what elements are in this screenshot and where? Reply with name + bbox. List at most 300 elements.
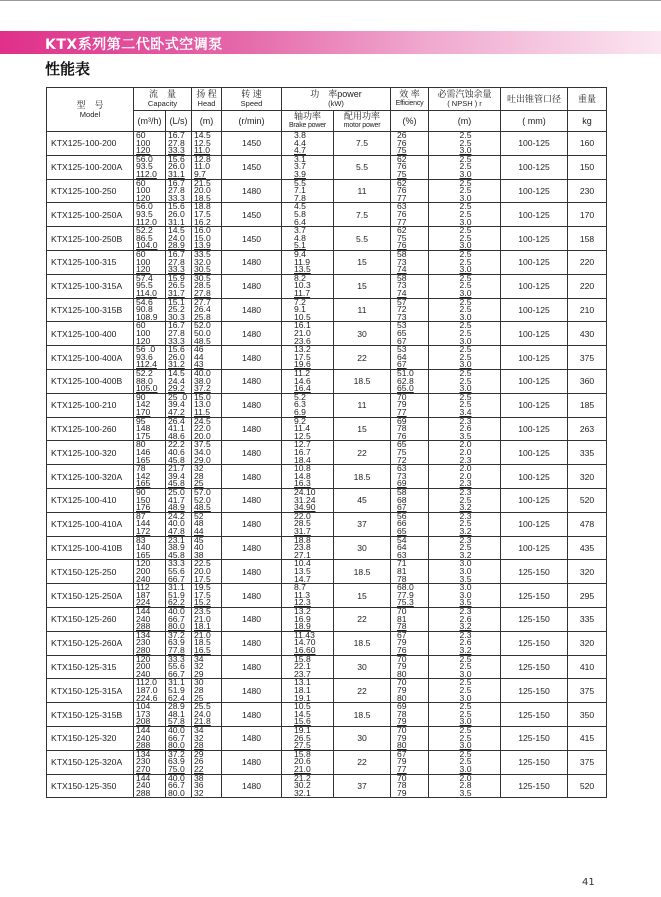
- flow-m3h-cell: [134, 774, 166, 798]
- cell-value: 90: [136, 393, 146, 402]
- motor-power-cell: 11: [334, 179, 391, 203]
- weight-cell: 150: [568, 155, 607, 179]
- npsh-cell: [429, 346, 501, 370]
- cell-value: 32: [194, 464, 204, 474]
- table-row: [47, 607, 607, 631]
- cell-value: 18.8: [194, 202, 211, 212]
- cell-value: 72: [397, 304, 407, 315]
- cell-value: 112.0: [136, 216, 157, 227]
- npsh-cell: [429, 584, 501, 608]
- motor-power-cell: 37: [334, 512, 391, 536]
- cell-value: 2.5: [459, 375, 472, 386]
- cell-value: 14.70: [294, 637, 316, 648]
- efficiency-cell: [391, 512, 429, 536]
- cell-value: 18.5: [194, 192, 211, 203]
- cell-value: 48.1: [168, 708, 185, 719]
- cell-value: 24.4: [168, 375, 185, 386]
- outlet-diameter-cell: 125-150: [501, 655, 568, 679]
- cell-value: 3.0: [459, 589, 472, 600]
- efficiency-cell: [391, 393, 429, 417]
- outlet-diameter-cell: 100-125: [501, 322, 568, 346]
- cell-value: 36: [194, 780, 204, 791]
- model-cell: KTX125-100-250: [47, 179, 134, 203]
- cell-value: 26: [397, 131, 407, 140]
- table-row: [47, 179, 607, 203]
- cell-value: 21.2: [294, 774, 311, 783]
- outlet-diameter-cell: 125-150: [501, 631, 568, 655]
- brake-power-cell: [282, 774, 334, 798]
- cell-value: 90: [136, 488, 146, 497]
- cell-value: 29.2: [168, 383, 185, 394]
- cell-value: 38: [194, 774, 204, 783]
- outlet-diameter-cell: 125-150: [501, 774, 568, 798]
- cell-value: 27.1: [294, 549, 311, 560]
- cell-value: 23.8: [294, 542, 311, 553]
- cell-value: 8.7: [294, 583, 306, 593]
- cell-value: 3.0: [459, 559, 472, 569]
- cell-value: 37.5: [194, 440, 211, 450]
- cell-value: 2.5: [459, 232, 472, 243]
- cell-value: 63.9: [168, 756, 185, 767]
- cell-value: 14.5: [168, 226, 185, 236]
- cell-value: 37.2: [168, 750, 185, 759]
- cell-value: 5.2: [294, 393, 306, 402]
- flow-ls-cell: [166, 726, 192, 750]
- cell-value: 11.0: [194, 161, 211, 172]
- cell-value: 33.3: [168, 559, 185, 569]
- motor-power-cell: 18.5: [334, 703, 391, 727]
- cell-value: 31.7: [168, 287, 185, 298]
- weight-cell: 520: [568, 488, 607, 512]
- cell-value: 76: [397, 240, 407, 251]
- speed-cell: 1450: [222, 132, 282, 156]
- outlet-diameter-cell: 100-125: [501, 227, 568, 251]
- flow-m3h-cell: [134, 417, 166, 441]
- efficiency-cell: [391, 369, 429, 393]
- speed-cell: 1480: [222, 369, 282, 393]
- cell-value: 90.8: [136, 304, 153, 315]
- cell-value: 76: [397, 208, 407, 219]
- cell-value: 19.1: [294, 692, 311, 703]
- model-cell: KTX125-100-400: [47, 322, 134, 346]
- cell-value: 77: [397, 216, 407, 227]
- brake-power-cell: [282, 369, 334, 393]
- cell-value: 2.5: [459, 351, 472, 362]
- cell-value: 63: [397, 202, 407, 212]
- model-cell: KTX150-125-250A: [47, 584, 134, 608]
- cell-value: 114.0: [136, 287, 157, 298]
- cell-value: 32.1: [294, 787, 311, 798]
- cell-value: 120: [136, 145, 151, 156]
- npsh-cell: [429, 679, 501, 703]
- model-cell: KTX125-100-210: [47, 393, 134, 417]
- flow-ls-cell: [166, 655, 192, 679]
- cell-value: 65: [397, 525, 407, 536]
- outlet-diameter-cell: 100-125: [501, 441, 568, 465]
- cell-value: 2.5: [459, 202, 472, 212]
- cell-value: 240: [136, 668, 151, 679]
- cell-value: 64: [397, 542, 407, 553]
- motor-power-cell: 22: [334, 607, 391, 631]
- motor-power-cell: 15: [334, 250, 391, 274]
- speed-cell: 1480: [222, 703, 282, 727]
- cell-value: 25: [194, 478, 204, 489]
- cell-value: 62: [397, 226, 407, 236]
- cell-value: 43: [194, 359, 204, 370]
- speed-cell: 1480: [222, 274, 282, 298]
- head-cell: [192, 369, 222, 393]
- cell-value: 16.7: [168, 250, 185, 259]
- cell-value: 22: [194, 763, 204, 774]
- efficiency-cell: [391, 155, 429, 179]
- cell-value: 46: [194, 345, 204, 355]
- flow-m3h-cell: [134, 203, 166, 227]
- cell-value: 11.4: [294, 423, 311, 434]
- cell-value: 17.5: [294, 351, 311, 362]
- cell-value: 16.7: [168, 131, 185, 140]
- flow-m3h-cell: [134, 179, 166, 203]
- header-head: 扬 程 Head: [192, 88, 222, 111]
- cell-value: 15.0: [194, 393, 211, 402]
- speed-cell: 1480: [222, 441, 282, 465]
- head-cell: [192, 155, 222, 179]
- outlet-diameter-cell: 100-125: [501, 417, 568, 441]
- model-cell: KTX150-125-260A: [47, 631, 134, 655]
- cell-value: 22.0: [294, 512, 311, 521]
- cell-value: 63: [397, 464, 407, 474]
- cell-value: 3.0: [459, 692, 472, 703]
- page-number: 41: [582, 877, 595, 888]
- cell-value: 3.0: [459, 287, 472, 298]
- weight-cell: 415: [568, 726, 607, 750]
- cell-value: 62: [397, 155, 407, 164]
- cell-value: 30.5: [194, 264, 211, 275]
- outlet-diameter-cell: 125-150: [501, 584, 568, 608]
- cell-value: 26.4: [168, 417, 185, 426]
- cell-value: 9.4: [294, 250, 306, 259]
- cell-value: 2.3: [459, 478, 472, 489]
- weight-cell: 230: [568, 179, 607, 203]
- cell-value: 37.2: [194, 383, 211, 394]
- unit-weight: kg: [568, 111, 607, 132]
- brake-power-cell: [282, 298, 334, 322]
- cell-value: 13.0: [194, 399, 211, 410]
- brake-power-cell: [282, 417, 334, 441]
- brake-power-cell: [282, 560, 334, 584]
- cell-value: 93.6: [136, 351, 153, 362]
- outlet-diameter-cell: 100-125: [501, 536, 568, 560]
- cell-value: 67: [397, 750, 407, 759]
- cell-value: 3.2: [459, 549, 472, 560]
- cell-value: 71: [397, 559, 407, 569]
- header-npsh: 必需汽蚀余量 ( NPSH ) r: [429, 88, 501, 111]
- model-cell: KTX125-100-410B: [47, 536, 134, 560]
- cell-value: 105.0: [136, 383, 158, 394]
- cell-value: 33.3: [168, 335, 185, 346]
- cell-value: 224: [136, 597, 151, 608]
- cell-value: 18.4: [294, 454, 311, 465]
- cell-value: 78: [136, 464, 146, 474]
- cell-value: 2.5: [459, 298, 472, 307]
- cell-value: 240: [136, 780, 151, 791]
- cell-value: 33.3: [168, 655, 185, 664]
- cell-value: 21.0: [194, 613, 211, 624]
- cell-value: 2.5: [459, 702, 472, 712]
- flow-ls-cell: [166, 441, 192, 465]
- cell-value: 187.0: [136, 684, 158, 695]
- cell-value: 3.0: [459, 192, 472, 203]
- efficiency-cell: [391, 774, 429, 798]
- efficiency-cell: [391, 655, 429, 679]
- head-cell: [192, 274, 222, 298]
- cell-value: 79: [397, 732, 407, 743]
- motor-power-cell: 45: [334, 488, 391, 512]
- brake-power-cell: [282, 132, 334, 156]
- cell-value: 5.1: [294, 240, 306, 251]
- head-cell: [192, 227, 222, 251]
- cell-value: 70: [397, 678, 407, 688]
- cell-value: 15.6: [294, 716, 311, 727]
- model-cell: KTX150-125-260: [47, 607, 134, 631]
- cell-value: 18.5: [194, 637, 211, 648]
- flow-ls-cell: [166, 227, 192, 251]
- cell-value: 200: [136, 565, 151, 576]
- table-row: [47, 536, 607, 560]
- cell-value: 55.6: [168, 565, 185, 576]
- speed-cell: 1480: [222, 393, 282, 417]
- cell-value: 25.0: [168, 488, 185, 497]
- efficiency-cell: [391, 560, 429, 584]
- efficiency-cell: [391, 726, 429, 750]
- cell-value: 3.9: [294, 168, 306, 179]
- cell-value: 56.0: [136, 202, 153, 212]
- cell-value: 67: [397, 631, 407, 640]
- cell-value: 45.8: [168, 454, 185, 465]
- cell-value: 8.2: [294, 274, 306, 283]
- cell-value: 66.7: [168, 780, 185, 791]
- speed-cell: 1480: [222, 536, 282, 560]
- cell-value: 165: [136, 549, 151, 560]
- cell-value: 100: [136, 327, 151, 338]
- cell-value: 3.0: [459, 565, 472, 576]
- flow-m3h-cell: [134, 155, 166, 179]
- cell-value: 54.6: [136, 298, 153, 307]
- cell-value: 26.0: [168, 161, 185, 172]
- header-brake-power: 轴功率 Brake power: [282, 111, 334, 132]
- cell-value: 40: [194, 542, 204, 553]
- header-outlet-diameter: 吐出锥管口径: [501, 88, 568, 111]
- motor-power-cell: 30: [334, 322, 391, 346]
- flow-ls-cell: [166, 417, 192, 441]
- head-cell: [192, 298, 222, 322]
- outlet-diameter-cell: 125-150: [501, 560, 568, 584]
- motor-power-cell: 18.5: [334, 560, 391, 584]
- cell-value: 14.8: [294, 470, 311, 481]
- cell-value: 18.1: [294, 684, 311, 695]
- cell-value: 3.0: [459, 240, 472, 251]
- cell-value: 26.5: [294, 732, 311, 743]
- cell-value: 31.1: [168, 216, 185, 227]
- cell-value: 75: [397, 145, 407, 156]
- cell-value: 13.5: [294, 264, 311, 275]
- cell-value: 45.8: [168, 478, 185, 489]
- speed-cell: 1480: [222, 322, 282, 346]
- cell-value: 108.9: [136, 311, 158, 322]
- outlet-diameter-cell: 100-125: [501, 369, 568, 393]
- motor-power-cell: 30: [334, 536, 391, 560]
- weight-cell: 410: [568, 655, 607, 679]
- cell-value: 173: [136, 708, 151, 719]
- cell-value: 40.6: [168, 446, 185, 457]
- cell-value: 12.7: [294, 440, 311, 450]
- cell-value: 31.1: [168, 678, 185, 688]
- cell-value: 23.7: [294, 668, 311, 679]
- efficiency-cell: [391, 203, 429, 227]
- cell-value: 40.0: [168, 518, 185, 529]
- cell-value: 69: [397, 702, 407, 712]
- weight-cell: 520: [568, 774, 607, 798]
- npsh-cell: [429, 774, 501, 798]
- head-cell: [192, 536, 222, 560]
- cell-value: 26.0: [168, 351, 185, 362]
- header-capacity: 流 量 Capacity: [134, 88, 192, 111]
- flow-ls-cell: [166, 512, 192, 536]
- cell-value: 70: [397, 726, 407, 735]
- npsh-cell: [429, 369, 501, 393]
- unit-speed: (r/min): [222, 111, 282, 132]
- speed-cell: 1480: [222, 488, 282, 512]
- table-row: [47, 560, 607, 584]
- cell-value: 230: [136, 637, 151, 648]
- cell-value: 76: [397, 137, 407, 148]
- head-cell: [192, 417, 222, 441]
- model-cell: KTX125-100-315: [47, 250, 134, 274]
- cell-value: 47.8: [168, 525, 185, 536]
- cell-value: 93.5: [136, 161, 153, 172]
- npsh-cell: [429, 465, 501, 489]
- cell-value: 45: [194, 536, 204, 545]
- model-cell: KTX150-125-315A: [47, 679, 134, 703]
- cell-value: 29: [194, 750, 204, 759]
- weight-cell: 320: [568, 560, 607, 584]
- cell-value: 16.5: [194, 644, 211, 655]
- cell-value: 3.8: [294, 131, 306, 140]
- cell-value: 11.0: [194, 145, 211, 156]
- cell-value: 2.5: [459, 732, 472, 743]
- table-row: [47, 679, 607, 703]
- cell-value: 11.9: [294, 256, 311, 267]
- efficiency-cell: [391, 679, 429, 703]
- weight-cell: 335: [568, 441, 607, 465]
- cell-value: 2.5: [459, 179, 472, 188]
- cell-value: 31.7: [294, 525, 311, 536]
- cell-value: 18.1: [194, 621, 211, 632]
- banner-title: KTX系列第二代卧式空调泵: [45, 37, 223, 53]
- cell-value: 93.5: [136, 208, 153, 219]
- cell-value: 80.0: [168, 621, 185, 632]
- cell-value: 27.8: [194, 287, 211, 298]
- cell-value: 20.0: [194, 565, 211, 576]
- flow-ls-cell: [166, 393, 192, 417]
- cell-value: 19.1: [294, 726, 311, 735]
- brake-power-cell: [282, 584, 334, 608]
- table-row: [47, 465, 607, 489]
- cell-value: 19.5: [194, 583, 211, 593]
- cell-value: 104: [136, 702, 151, 712]
- cell-value: 15.6: [168, 155, 185, 164]
- cell-value: 10.4: [294, 559, 311, 569]
- npsh-cell: [429, 703, 501, 727]
- head-cell: [192, 203, 222, 227]
- cell-value: 2.5: [459, 661, 472, 672]
- cell-value: 12.5: [194, 137, 211, 148]
- npsh-cell: [429, 750, 501, 774]
- cell-value: 3.2: [459, 525, 472, 536]
- cell-value: 3.0: [459, 168, 472, 179]
- model-cell: KTX125-100-410A: [47, 512, 134, 536]
- cell-value: 77: [397, 192, 407, 203]
- cell-value: 3.0: [459, 583, 472, 593]
- table-body: [47, 132, 607, 798]
- flow-ls-cell: [166, 179, 192, 203]
- table-row: [47, 655, 607, 679]
- cell-value: 172: [136, 525, 151, 536]
- cell-value: 24.0: [194, 708, 211, 719]
- motor-power-cell: 11: [334, 298, 391, 322]
- flow-ls-cell: [166, 155, 192, 179]
- cell-value: 80.0: [168, 787, 185, 798]
- weight-cell: 375: [568, 679, 607, 703]
- cell-value: 33.3: [168, 192, 185, 203]
- cell-value: 29.0: [194, 454, 211, 465]
- cell-value: 13.2: [294, 607, 311, 616]
- cell-value: 95: [136, 417, 146, 426]
- cell-value: 53: [397, 345, 407, 355]
- cell-value: 120: [136, 559, 151, 569]
- cell-value: 74: [397, 264, 407, 275]
- cell-value: 4.5: [294, 202, 306, 212]
- cell-value: 40.0: [194, 369, 211, 378]
- npsh-cell: [429, 132, 501, 156]
- cell-value: 54: [397, 536, 407, 545]
- cell-value: 21.5: [194, 179, 211, 188]
- cell-value: 100: [136, 185, 151, 196]
- cell-value: 33.5: [194, 250, 211, 259]
- efficiency-cell: [391, 274, 429, 298]
- brake-power-cell: [282, 465, 334, 489]
- cell-value: 75: [397, 168, 407, 179]
- motor-power-cell: 22: [334, 346, 391, 370]
- cell-value: 16.4: [294, 383, 311, 394]
- cell-value: 24.2: [168, 512, 185, 521]
- outlet-diameter-cell: 100-125: [501, 274, 568, 298]
- cell-value: 27.7: [194, 298, 211, 307]
- weight-cell: 263: [568, 417, 607, 441]
- model-cell: KTX150-125-315: [47, 655, 134, 679]
- brake-power-cell: [282, 441, 334, 465]
- cell-value: 64: [397, 351, 407, 362]
- cell-value: 15.1: [168, 298, 185, 307]
- motor-power-cell: 15: [334, 274, 391, 298]
- cell-value: 100: [136, 137, 151, 148]
- weight-cell: 435: [568, 536, 607, 560]
- cell-value: 2.5: [459, 250, 472, 259]
- speed-cell: 1480: [222, 655, 282, 679]
- cell-value: 24.5: [194, 417, 211, 426]
- cell-value: 2.5: [459, 131, 472, 140]
- outlet-diameter-cell: 100-125: [501, 179, 568, 203]
- cell-value: 3.0: [459, 311, 472, 322]
